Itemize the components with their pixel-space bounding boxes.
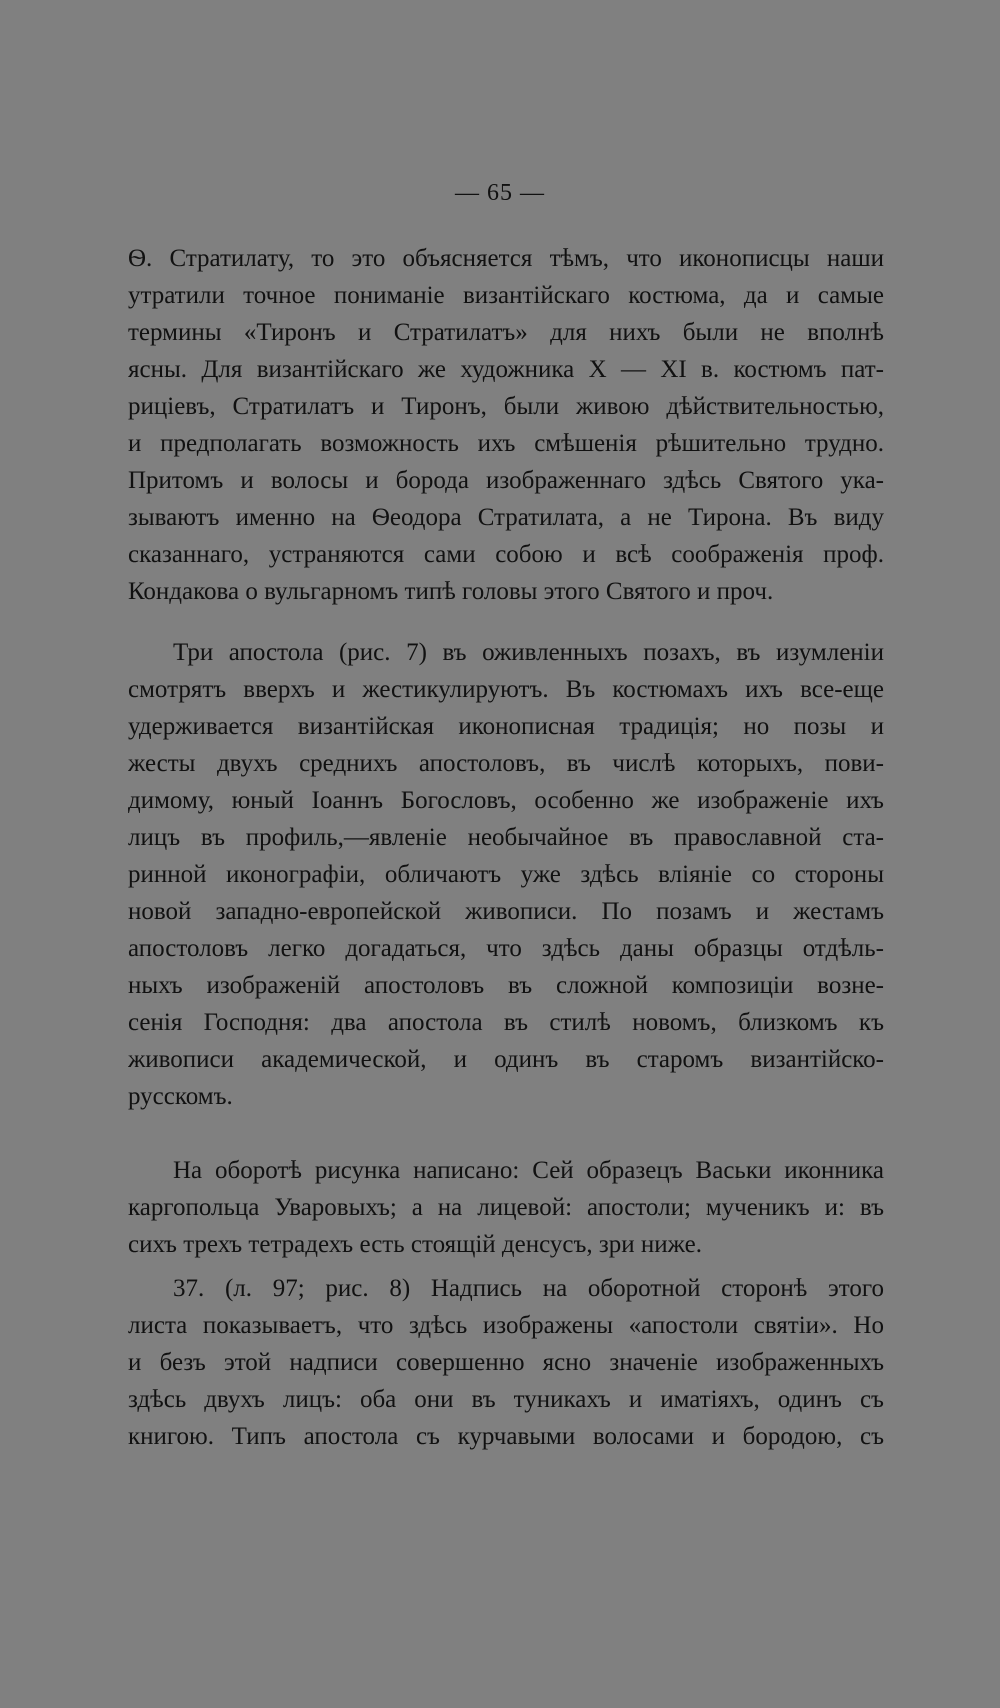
text-line: ныхъ изображеній апостоловъ въ сложной композиціи возне- xyxy=(128,972,884,999)
paragraph-first-line: На оборотѣ рисунка написано: Сей образецъ Васьки иконника xyxy=(173,1157,884,1184)
text-line: смотрятъ вверхъ и жестикулируютъ. Въ костюмахъ ихъ все-еще xyxy=(128,676,884,703)
text-line: сихъ трехъ тетрадехъ есть стоящій денсусъ, зри ниже. xyxy=(128,1231,702,1258)
text-line: термины «Тиронъ и Стратилатъ» для нихъ были не вполнѣ xyxy=(128,319,884,346)
text-line: новой западно-европейской живописи. По позамъ и жестамъ xyxy=(128,898,884,925)
text-line: и предполагать возможность ихъ смѣшенія рѣшительно трудно. xyxy=(128,430,884,457)
text-line: Притомъ и волосы и борода изображеннаго здѣсь Святого ука- xyxy=(128,467,884,494)
text-line: сенія Господня: два апостола въ стилѣ новомъ, близкомъ къ xyxy=(128,1009,884,1036)
text-line: русскомъ. xyxy=(128,1083,233,1110)
text-line: живописи академической, и одинъ въ старомъ византійско- xyxy=(128,1046,884,1073)
text-line: димому, юный Іоаннъ Богословъ, особенно же изображеніе ихъ xyxy=(128,787,884,814)
text-line: ясны. Для византійскаго же художника X — XI в. костюмъ пат- xyxy=(128,356,884,383)
text-line: утратили точное пониманіе византійскаго костюма, да и самые xyxy=(128,282,884,309)
text-line: каргопольца Уваровыхъ; а на лицевой: апостоли; мученикъ и: въ xyxy=(128,1194,884,1221)
text-line: зываютъ именно на Ѳеодора Стратилата, а не Тирона. Въ виду xyxy=(128,504,884,531)
text-line: ринной иконографіи, обличаютъ уже здѣсь вліяніе со стороны xyxy=(128,861,884,888)
text-line: книгою. Типъ апостола съ курчавыми волосами и бородою, съ xyxy=(128,1423,884,1450)
text-line: Ѳ. Стратилату, то это объясняется тѣмъ, что иконописцы наши xyxy=(128,245,884,272)
text-line: удерживается византійская иконописная традиція; но позы и xyxy=(128,713,884,740)
page-number: — 65 — xyxy=(455,180,545,206)
text-line: жесты двухъ среднихъ апостоловъ, въ числѣ которыхъ, пови- xyxy=(128,750,884,777)
text-line: лицъ въ профиль,—явленіе необычайное въ православной ста- xyxy=(128,824,884,851)
text-line: и безъ этой надписи совершенно ясно значеніе изображенныхъ xyxy=(128,1349,884,1376)
text-line: риціевъ, Стратилатъ и Тиронъ, были живою дѣйствительностью, xyxy=(128,393,884,420)
text-line: сказаннаго, устраняются сами собою и всѣ соображенія проф. xyxy=(128,541,884,568)
paragraph-first-line: 37. (л. 97; рис. 8) Надпись на оборотной сторонѣ этого xyxy=(173,1275,884,1302)
text-line: Кондакова о вульгарномъ типѣ головы этого Святого и проч. xyxy=(128,578,774,605)
paragraph-first-line: Три апостола (рис. 7) въ оживленныхъ позахъ, въ изумленіи xyxy=(173,639,884,666)
text-line: апостоловъ легко догадаться, что здѣсь даны образцы отдѣль- xyxy=(128,935,884,962)
text-line: листа показываетъ, что здѣсь изображены «апостоли святіи». Но xyxy=(128,1312,884,1339)
text-line: здѣсь двухъ лицъ: оба они въ туникахъ и иматіяхъ, одинъ съ xyxy=(128,1386,884,1413)
